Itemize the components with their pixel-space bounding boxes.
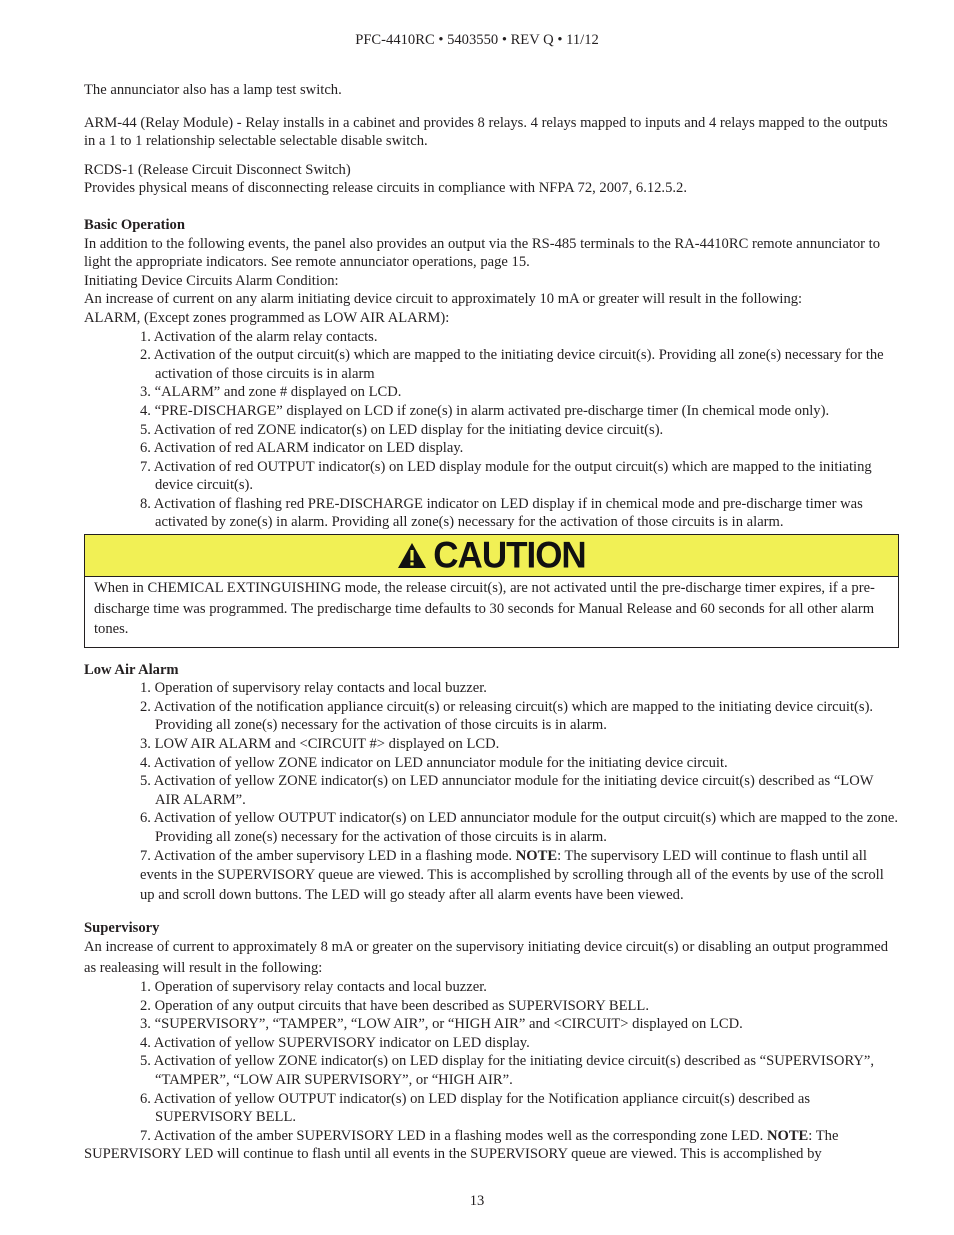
list-item: 2. Operation of any output circuits that have been described as SUPERVISORY BELL. [140,997,649,1014]
basic-paragraph: In addition to the following events, the panel also provides an output via the RS-485 terminals to the RA-4410RC remote annunciator to light the appropriate indicators. See remote annunciator operations, page 15. [84,235,881,271]
list-item: 5. Activation of yellow ZONE indicator(s) on LED display for the initiating device circuit(s) described as “SUPERVISORY”, “TAMPER”, “LOW AIR SUPERVISORY”, or “HIGH AIR”. [140,1053,875,1089]
list-item: 2. Activation of the output circuit(s) which are mapped to the initiating device circuit(s). Providing all zone(s) necessary for the activation of those circuits is in alarm [140,347,884,382]
caution-banner [85,535,898,577]
warning-triangle-icon [397,542,427,569]
list-item: 1. Operation of supervisory relay contacts and local buzzer. [140,680,487,697]
list-item: 1. Activation of the alarm relay contacts. [140,328,378,345]
intro-rcds1-title: RCDS-1 (Release Circuit Disconnect Switch) [84,161,351,178]
supervisory-step-7: 7. Activation of the amber SUPERVISORY LED in a flashing modes well as the corresponding zone LED. NOTE: The SUPERVISORY LED will continue to flash until all events in the SUPERVISORY queue are viewed. This is accomplished by [84,1127,839,1163]
list-item: 2. Activation of the notification appliance circuit(s) or releasing circuit(s) which are mapped to the initiating device circuit(s). Providing all zone(s) necessary for the activation of those circuits is in alarm. [140,698,874,734]
intro-arm44: ARM-44 (Relay Module) - Relay installs in a cabinet and provides 8 relays. 4 relays mapped to inputs and 4 relays mapped to the outputs in a 1 to 1 relationship selectable selectable disable switch. [84,114,888,150]
caution-text: When in CHEMICAL EXTINGUISHING mode, the release circuit(s), are not activated until the pre-discharge timer expires, if a pre-discharge time was programmed. The predischarge time defaults to 30 seconds for Manual Release and 60 seconds for all other alarm tones. [94,580,875,638]
page-header: PFC-4410RC • 5403550 • REV Q • 11/12 [355,32,599,48]
list-item: 3. LOW AIR ALARM and <CIRCUIT #> displayed on LCD. [140,735,500,752]
list-item: 6. Activation of yellow OUTPUT indicator(s) on LED display for the Notification appliance circuit(s) described as SUPERVISORY BELL. [140,1090,811,1126]
section-heading-supervisory: Supervisory [84,919,160,936]
section-heading-basic-operation: Basic Operation [84,216,185,233]
list-item: 4. “PRE-DISCHARGE” displayed on LCD if zone(s) in alarm activated pre-discharge timer (In chemical mode only). [140,402,830,419]
basic-condition: Initiating Device Circuits Alarm Condition: [84,272,339,289]
low-air-step-7: 7. Activation of the amber supervisory LED in a flashing mode. NOTE: The supervisory LED will continue to flash until all events in the SUPERVISORY queue are viewed. This is accomplished by scrolling through all of the events by use of the scroll up and scroll down buttons. The LED will go steady after all alarm events have been viewed. [140,847,884,904]
list-item: 5. Activation of red ZONE indicator(s) on LED display for the initiating device circuit(s). [140,421,664,438]
intro-lamp-test: The annunciator also has a lamp test switch. [84,82,342,98]
list-item: 1. Operation of supervisory relay contacts and local buzzer. [140,979,487,996]
list-item: 6. Activation of red ALARM indicator on LED display. [140,440,464,457]
list-item: 8. Activation of flashing red PRE-DISCHARGE indicator on LED display if in chemical mode and pre-discharge timer was activated by zone(s) in alarm. Providing all zone(s) necessary for the activation of those circuits is in alarm. [140,495,863,531]
caution-box [84,534,899,648]
supervisory-paragraph: An increase of current to approximately 8 mA or greater on the supervisory initiating device circuit(s) or disabling an output programmed as realeasing will result in the following: [84,939,889,976]
list-item: 3. “SUPERVISORY”, “TAMPER”, “LOW AIR”, or “HIGH AIR” and <CIRCUIT> displayed on LCD. [140,1016,743,1033]
intro-rcds1-desc: Provides physical means of disconnecting release circuits in compliance with NFPA 72, 2007, 6.12.5.2. [84,180,687,197]
basic-increase: An increase of current on any alarm initiating device circuit to approximately 10 mA or greater will result in the following: [84,291,803,308]
basic-steps-list [84,328,899,533]
page-number: 13 [469,1193,485,1209]
section-heading-low-air-alarm: Low Air Alarm [84,661,179,678]
page-content [84,81,899,1164]
list-item: 7. Activation of red OUTPUT indicator(s) on LED display module for the output circuit(s) which are mapped to the initiating device circuit(s). [140,458,872,494]
basic-alarm: ALARM, (Except zones programmed as LOW AIR ALARM): [84,309,450,326]
caution-title: CAUTION [433,535,586,577]
list-item: 4. Activation of yellow SUPERVISORY indicator on LED display. [140,1034,530,1051]
list-item: 6. Activation of yellow OUTPUT indicator(s) on LED annunciator module for the output circuit(s) which are mapped to the zone. Providing all zone(s) necessary for the activation of those circuits is in alarm. [140,810,899,845]
supervisory-steps-list [84,978,899,1127]
list-item: 4. Activation of yellow ZONE indicator on LED annunciator module for the initiating device circuit. [140,754,728,771]
list-item: 5. Activation of yellow ZONE indicator(s) on LED annunciator module for the initiating device circuit(s) described as “LOW AIR ALARM”. [140,773,874,808]
list-item: 3. “ALARM” and zone # displayed on LCD. [140,384,402,401]
low-air-steps-list [84,679,899,846]
